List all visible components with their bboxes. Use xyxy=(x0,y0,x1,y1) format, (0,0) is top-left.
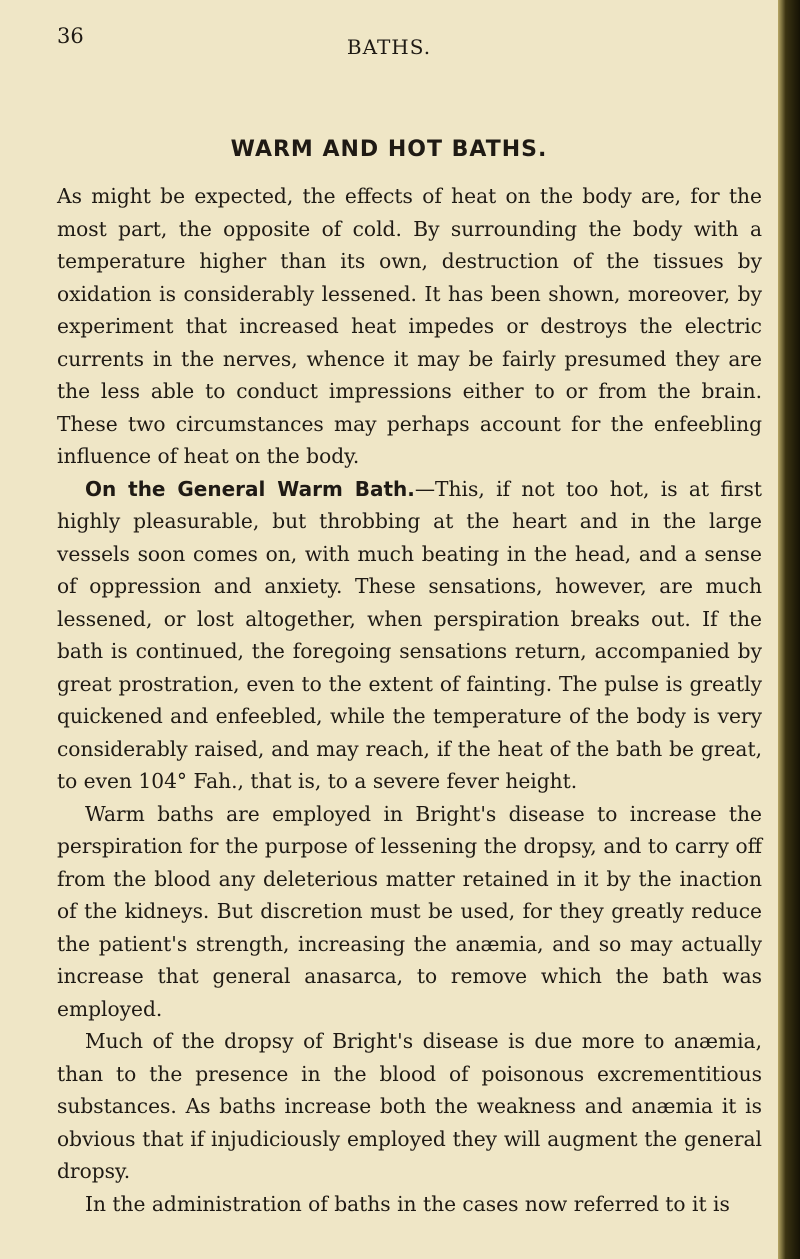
paragraph-intro: As might be expected, the effects of heat on the body are, for the most part, the opposite of cold. By surrounding the body with a temperature higher than its own, destruction of the tissues by oxidation is considerably lessened. It has been shown, moreover, by experiment that increased heat impedes or destroys the electric currents in the nerves, whence it may be fairly presumed they are the less able to conduct impressions either to or from the brain. These two circumstances may perhaps account for the enfeebling influence of heat on the body. xyxy=(57,184,762,468)
paragraph-brights-disease: Warm baths are employed in Bright's disease to increase the perspiration for the purpose of lessening the dropsy, and to carry off from the blood any deleterious matter retained in it by the inaction of the kidneys. But discretion must be used, for they greatly reduce the patient's strength, increasing the anæmia, and so may actually increase that general anasarca, to remove which the bath was employed. xyxy=(57,801,762,1021)
page-number: 36 xyxy=(57,24,84,48)
paragraph-dropsy: Much of the dropsy of Bright's disease is due more to anæmia, than to the presence in the blood of poisonous excrementitious substances. As baths increase both the weakness and anæmia it is obvious that if injudiciously employed they will augment the general dropsy. xyxy=(57,1029,762,1183)
subheading-general-warm-bath: On the General Warm Bath. xyxy=(85,476,415,501)
paragraph-administration: In the administration of baths in the cases now referred to it is xyxy=(85,1191,730,1216)
running-head: BATHS. xyxy=(346,35,432,59)
body-text xyxy=(57,180,762,1220)
book-spine-edge xyxy=(778,0,800,1259)
paragraph-general-warm-bath xyxy=(57,473,762,798)
section-title: WARM AND HOT BATHS. xyxy=(230,137,548,162)
paragraph-general-warm-bath-text: —This, if not too hot, is at first highly pleasurable, but throbbing at the heart and in the large vessels soon comes on, with much beating in the head, and a sense of oppression and anxiety. These sensations, however, are much lessened, or lost altogether, when perspiration breaks out. If the bath is continued, the foregoing sensations return, accompanied by great prostration, even to the extent of fainting. The pulse is greatly quickened and enfeebled, while the temperature of the body is very considerably raised, and may reach, if the heat of the bath be great, to even 104° Fah., that is, to a severe fever height. xyxy=(57,476,762,793)
